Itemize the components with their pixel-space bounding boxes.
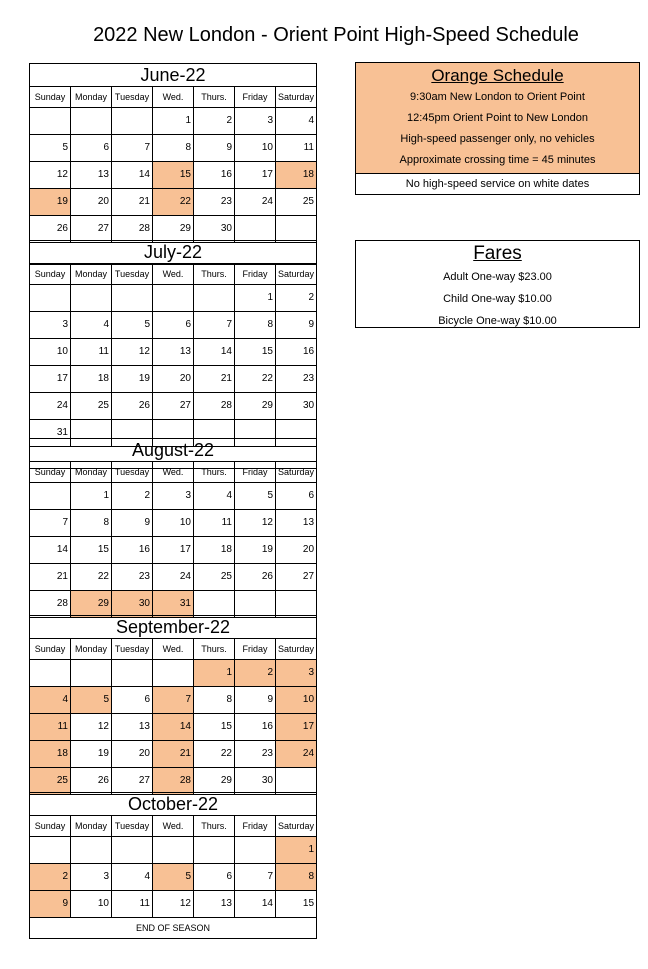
calendar-date: 14	[30, 537, 71, 564]
day-header: Thurs.	[194, 87, 235, 108]
calendar-empty-cell	[30, 108, 71, 135]
day-header: Sunday	[30, 462, 71, 483]
calendar-date: 7	[30, 510, 71, 537]
calendar-empty-cell	[276, 591, 317, 618]
calendar-date: 2	[194, 108, 235, 135]
calendar-date: 8	[71, 510, 112, 537]
day-header: Monday	[71, 816, 112, 837]
day-header: Friday	[235, 87, 276, 108]
calendar-date: 3	[235, 108, 276, 135]
calendar-date: 18	[276, 162, 317, 189]
calendar-week	[30, 135, 317, 162]
calendar-week	[30, 687, 317, 714]
fare-line: Adult One-way $23.00	[443, 271, 552, 283]
calendar-empty-cell	[276, 216, 317, 243]
calendar-date: 19	[112, 366, 153, 393]
calendar-empty-cell	[112, 660, 153, 687]
calendar-empty-cell	[235, 591, 276, 618]
calendar-date: 25	[71, 393, 112, 420]
calendar-empty-cell	[71, 837, 112, 864]
orange-schedule-line: 12:45pm Orient Point to New London	[406, 112, 588, 124]
calendar-date: 10	[30, 339, 71, 366]
calendar-date: 16	[276, 339, 317, 366]
calendar-week	[30, 864, 317, 891]
calendar-date: 21	[30, 564, 71, 591]
calendar-date: 23	[112, 564, 153, 591]
calendar-date: 28	[30, 591, 71, 618]
calendar-date: 2	[30, 864, 71, 891]
fare-line: Child One-way $10.00	[443, 293, 552, 305]
month-calendar	[29, 63, 317, 265]
calendar-empty-cell	[30, 483, 71, 510]
calendar-week	[30, 483, 317, 510]
calendar-week	[30, 714, 317, 741]
calendar-date: 14	[112, 162, 153, 189]
calendar-date: 5	[71, 687, 112, 714]
calendar-date: 28	[194, 393, 235, 420]
day-header: Wed.	[153, 87, 194, 108]
day-header: Tuesday	[112, 87, 153, 108]
calendar-date: 13	[71, 162, 112, 189]
calendar-empty-cell	[30, 660, 71, 687]
calendar-date: 9	[235, 687, 276, 714]
calendar-date: 10	[235, 135, 276, 162]
calendar-date: 28	[153, 768, 194, 795]
calendar-date: 15	[153, 162, 194, 189]
calendar-empty-cell	[112, 285, 153, 312]
calendar-date: 31	[30, 420, 71, 447]
month-title: June-22	[30, 64, 317, 87]
calendar-date: 19	[235, 537, 276, 564]
calendar-empty-cell	[30, 837, 71, 864]
day-header: Friday	[235, 816, 276, 837]
day-header: Thurs.	[194, 462, 235, 483]
orange-schedule-heading: Orange Schedule	[431, 66, 564, 85]
calendar-date: 6	[153, 312, 194, 339]
day-header: Tuesday	[112, 462, 153, 483]
calendar-date: 29	[194, 768, 235, 795]
calendar-date: 6	[276, 483, 317, 510]
page-title: 2022 New London - Orient Point High-Speed Schedule	[93, 24, 579, 46]
calendar-date: 30	[112, 591, 153, 618]
calendar-empty-cell	[194, 285, 235, 312]
calendar-empty-cell	[194, 591, 235, 618]
calendar-date: 1	[153, 108, 194, 135]
calendar-date: 11	[194, 510, 235, 537]
day-header: Thurs.	[194, 264, 235, 285]
day-header: Monday	[71, 87, 112, 108]
calendar-empty-cell	[153, 660, 194, 687]
calendar-week	[30, 162, 317, 189]
calendar-date: 11	[71, 339, 112, 366]
calendar-empty-cell	[235, 216, 276, 243]
day-header: Monday	[71, 462, 112, 483]
calendar-date: 20	[153, 366, 194, 393]
calendar-week	[30, 891, 317, 918]
calendar-date: 8	[276, 864, 317, 891]
calendar-date: 22	[235, 366, 276, 393]
calendar-date: 5	[235, 483, 276, 510]
calendar-empty-cell	[30, 285, 71, 312]
calendar-date: 9	[276, 312, 317, 339]
calendar-date: 9	[30, 891, 71, 918]
calendar-date: 18	[71, 366, 112, 393]
day-header: Thurs.	[194, 816, 235, 837]
calendar-date: 12	[112, 339, 153, 366]
calendar-week	[30, 312, 317, 339]
calendar-date: 7	[112, 135, 153, 162]
calendar-date: 3	[30, 312, 71, 339]
fares-heading: Fares	[473, 243, 522, 264]
calendar-week	[30, 837, 317, 864]
calendar-date: 15	[194, 714, 235, 741]
calendar-empty-cell	[71, 660, 112, 687]
calendar-date: 14	[194, 339, 235, 366]
calendar-date: 30	[194, 216, 235, 243]
calendar-date: 12	[30, 162, 71, 189]
calendar-empty-cell	[112, 837, 153, 864]
calendar-date: 6	[194, 864, 235, 891]
calendar-week	[30, 564, 317, 591]
calendar-date: 17	[276, 714, 317, 741]
calendar-week	[30, 108, 317, 135]
calendar-empty-cell	[112, 108, 153, 135]
calendar-date: 26	[235, 564, 276, 591]
calendar-week	[30, 537, 317, 564]
calendar-date: 17	[235, 162, 276, 189]
day-header: Wed.	[153, 639, 194, 660]
calendar-week	[30, 510, 317, 537]
calendar-empty-cell	[276, 768, 317, 795]
calendar-week	[30, 741, 317, 768]
white-dates-note: No high-speed service on white dates	[356, 173, 639, 194]
day-header: Tuesday	[112, 264, 153, 285]
calendar-date: 25	[30, 768, 71, 795]
calendar-date: 9	[194, 135, 235, 162]
fare-line: Bicycle One-way $10.00	[438, 315, 557, 327]
day-header: Sunday	[30, 816, 71, 837]
calendar-date: 27	[71, 216, 112, 243]
day-header: Saturday	[276, 639, 317, 660]
calendar-week	[30, 189, 317, 216]
calendar-date: 4	[112, 864, 153, 891]
calendar-week	[30, 285, 317, 312]
day-header: Sunday	[30, 264, 71, 285]
day-header: Wed.	[153, 264, 194, 285]
calendar-date: 4	[30, 687, 71, 714]
calendar-date: 1	[194, 660, 235, 687]
calendar-date: 23	[235, 741, 276, 768]
calendar-week	[30, 216, 317, 243]
calendar-empty-cell	[235, 837, 276, 864]
calendar-date: 12	[71, 714, 112, 741]
day-header: Wed.	[153, 816, 194, 837]
calendar-date: 15	[235, 339, 276, 366]
calendar-week	[30, 591, 317, 618]
calendar-date: 5	[153, 864, 194, 891]
day-header: Sunday	[30, 87, 71, 108]
calendar-date: 15	[276, 891, 317, 918]
calendar-date: 13	[276, 510, 317, 537]
month-calendar	[29, 792, 317, 939]
fares-box	[355, 240, 640, 328]
calendar-empty-cell	[194, 837, 235, 864]
day-header: Saturday	[276, 816, 317, 837]
calendar-date: 11	[276, 135, 317, 162]
orange-schedule-details	[356, 63, 639, 173]
day-header: Friday	[235, 639, 276, 660]
calendar-date: 22	[71, 564, 112, 591]
calendar-date: 7	[194, 312, 235, 339]
calendar-date: 31	[153, 591, 194, 618]
month-title: October-22	[30, 793, 317, 816]
calendar-date: 3	[276, 660, 317, 687]
calendar-week	[30, 366, 317, 393]
month-calendar	[29, 240, 317, 469]
calendar-date: 18	[194, 537, 235, 564]
calendar-date: 30	[235, 768, 276, 795]
orange-schedule-line: High-speed passenger only, no vehicles	[400, 133, 595, 145]
calendar-date: 27	[276, 564, 317, 591]
calendar-date: 4	[194, 483, 235, 510]
calendar-date: 12	[153, 891, 194, 918]
calendar-date: 16	[112, 537, 153, 564]
calendar-date: 25	[276, 189, 317, 216]
calendar-date: 24	[276, 741, 317, 768]
calendar-date: 15	[71, 537, 112, 564]
day-header: Saturday	[276, 87, 317, 108]
month-calendar	[29, 615, 317, 795]
calendar-empty-cell	[71, 285, 112, 312]
calendar-date: 25	[194, 564, 235, 591]
day-header: Tuesday	[112, 639, 153, 660]
calendar-date: 8	[235, 312, 276, 339]
calendar-date: 20	[71, 189, 112, 216]
day-header: Friday	[235, 462, 276, 483]
calendar-date: 7	[153, 687, 194, 714]
day-header: Friday	[235, 264, 276, 285]
day-header: Monday	[71, 639, 112, 660]
calendar-date: 21	[153, 741, 194, 768]
calendar-date: 8	[153, 135, 194, 162]
calendar-empty-cell	[153, 837, 194, 864]
orange-schedule-line: Approximate crossing time = 45 minutes	[399, 154, 596, 166]
calendar-date: 9	[112, 510, 153, 537]
calendar-date: 17	[30, 366, 71, 393]
calendar-date: 26	[30, 216, 71, 243]
day-header: Saturday	[276, 462, 317, 483]
calendar-date: 3	[71, 864, 112, 891]
calendar-date: 1	[235, 285, 276, 312]
calendar-date: 14	[153, 714, 194, 741]
calendar-date: 26	[112, 393, 153, 420]
calendar-date: 4	[276, 108, 317, 135]
calendar-date: 10	[71, 891, 112, 918]
calendar-date: 3	[153, 483, 194, 510]
calendar-week	[30, 393, 317, 420]
calendar-date: 21	[112, 189, 153, 216]
calendar-date: 20	[112, 741, 153, 768]
calendar-date: 13	[194, 891, 235, 918]
calendar-date: 5	[112, 312, 153, 339]
calendar-week	[30, 339, 317, 366]
calendar-date: 7	[235, 864, 276, 891]
calendar-date: 4	[71, 312, 112, 339]
calendar-date: 23	[276, 366, 317, 393]
orange-schedule-line: 9:30am New London to Orient Point	[410, 91, 585, 103]
calendar-date: 27	[153, 393, 194, 420]
calendar-date: 29	[71, 591, 112, 618]
month-title: July-22	[30, 241, 317, 264]
calendar-date: 22	[153, 189, 194, 216]
calendar-date: 24	[30, 393, 71, 420]
calendar-date: 1	[276, 837, 317, 864]
calendar-date: 11	[112, 891, 153, 918]
day-header: Sunday	[30, 639, 71, 660]
calendar-date: 5	[30, 135, 71, 162]
calendar-date: 19	[30, 189, 71, 216]
calendar-week	[30, 660, 317, 687]
calendar-date: 6	[71, 135, 112, 162]
calendar-date: 16	[235, 714, 276, 741]
day-header: Thurs.	[194, 639, 235, 660]
calendar-date: 30	[276, 393, 317, 420]
calendar-date: 2	[112, 483, 153, 510]
calendar-date: 24	[153, 564, 194, 591]
calendar-empty-cell	[71, 108, 112, 135]
calendar-date: 22	[194, 741, 235, 768]
calendar-date: 20	[276, 537, 317, 564]
day-header: Saturday	[276, 264, 317, 285]
calendar-date: 6	[112, 687, 153, 714]
month-calendar	[29, 438, 317, 618]
end-of-season-note: END OF SEASON	[30, 918, 317, 939]
calendar-date: 1	[71, 483, 112, 510]
day-header: Wed.	[153, 462, 194, 483]
calendar-date: 2	[276, 285, 317, 312]
calendar-date: 12	[235, 510, 276, 537]
calendar-date: 14	[235, 891, 276, 918]
calendar-date: 21	[194, 366, 235, 393]
calendar-week	[30, 768, 317, 795]
calendar-date: 17	[153, 537, 194, 564]
calendar-date: 11	[30, 714, 71, 741]
calendar-date: 28	[112, 216, 153, 243]
day-header: Tuesday	[112, 816, 153, 837]
calendar-date: 24	[235, 189, 276, 216]
month-title: September-22	[30, 616, 317, 639]
month-title: August-22	[30, 439, 317, 462]
calendar-date: 27	[112, 768, 153, 795]
calendar-date: 13	[153, 339, 194, 366]
day-header: Monday	[71, 264, 112, 285]
calendar-date: 18	[30, 741, 71, 768]
calendar-date: 2	[235, 660, 276, 687]
calendar-date: 29	[235, 393, 276, 420]
calendar-date: 10	[153, 510, 194, 537]
calendar-date: 29	[153, 216, 194, 243]
calendar-date: 13	[112, 714, 153, 741]
orange-schedule-box	[355, 62, 640, 195]
calendar-empty-cell	[153, 285, 194, 312]
calendar-date: 10	[276, 687, 317, 714]
calendar-date: 16	[194, 162, 235, 189]
calendar-date: 26	[71, 768, 112, 795]
calendar-date: 19	[71, 741, 112, 768]
calendar-date: 23	[194, 189, 235, 216]
calendar-date: 8	[194, 687, 235, 714]
